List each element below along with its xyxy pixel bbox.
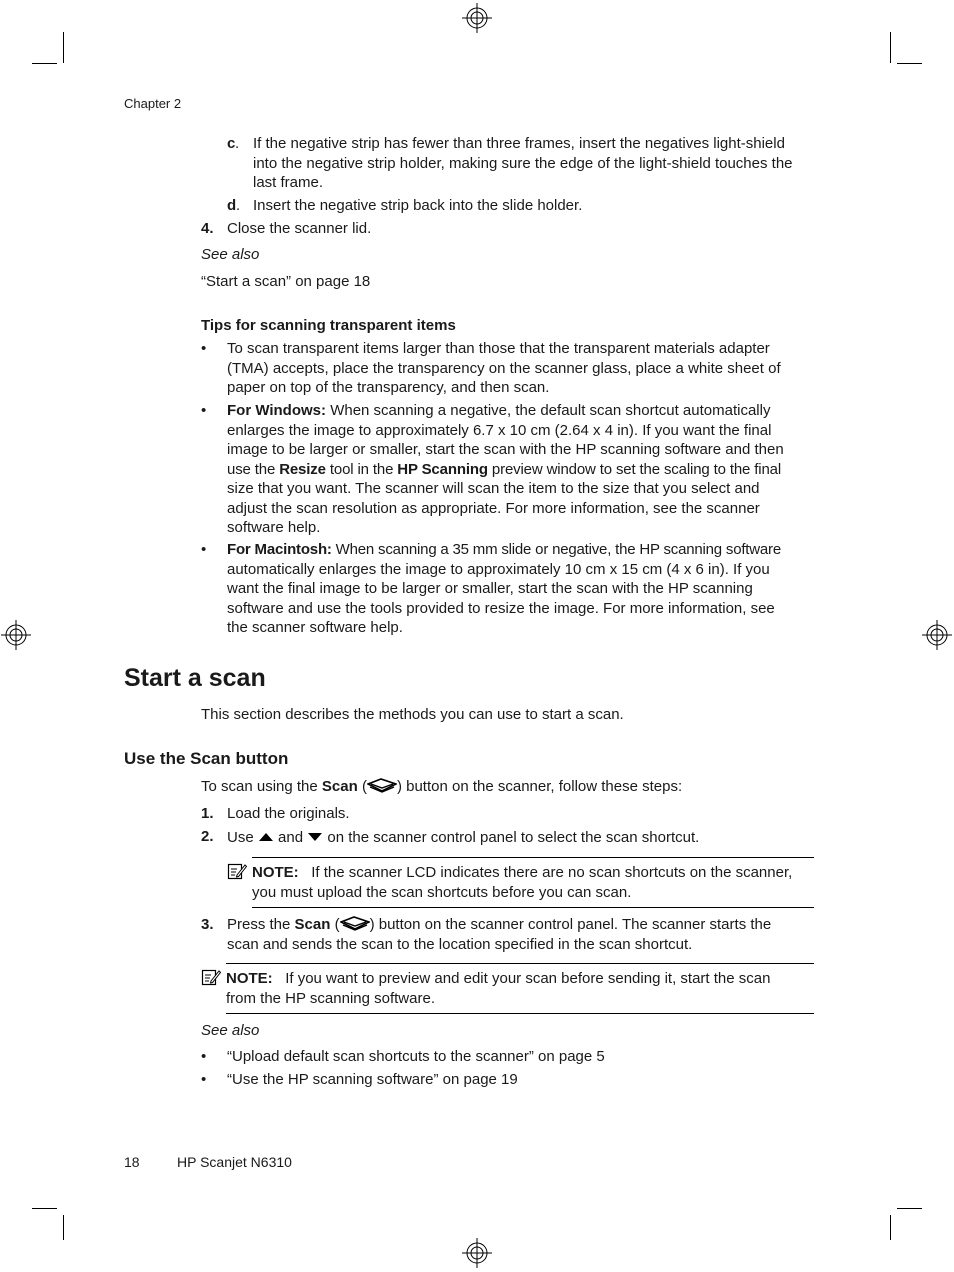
- text-span: tool in the: [329, 460, 394, 478]
- crop-mark: [897, 1208, 922, 1209]
- bullet: •: [201, 1048, 207, 1065]
- crop-mark: [897, 63, 922, 64]
- text-line: the scanner software help.: [227, 619, 403, 636]
- text-span: and: [278, 829, 304, 846]
- text-span: To scan using the: [201, 778, 318, 795]
- note-rule-top: [226, 963, 814, 964]
- bullet: •: [201, 402, 207, 419]
- period: .: [235, 135, 240, 152]
- for-windows-label: For Windows:: [227, 402, 327, 419]
- crop-mark: [32, 1208, 57, 1209]
- text-line: adjust the scan resolution as appropriate. For more information, see the scanner: [227, 499, 760, 517]
- step-letter-d: d: [227, 197, 237, 214]
- tip-bullet-3: [227, 540, 822, 639]
- step-4-text: Close the scanner lid.: [227, 220, 372, 237]
- text-line: [226, 969, 770, 989]
- note-rule-bottom: [252, 907, 814, 908]
- bullet: •: [201, 1071, 207, 1088]
- subsection-intro: [201, 778, 682, 795]
- chapter-header: Chapter 2: [124, 96, 182, 111]
- text-line: want the final image to be larger or smaller, start the scan with the HP scanning: [227, 580, 753, 597]
- text-line: last frame.: [253, 174, 324, 191]
- down-arrow-icon: [307, 832, 323, 842]
- text-line: To scan transparent items larger than those that the transparent materials adapter: [227, 340, 770, 357]
- resize-term: Resize: [279, 460, 326, 478]
- text-line: size that you want. The scanner will scan the item to the size that you select and: [227, 480, 760, 497]
- text-line: [227, 915, 771, 935]
- text-span: preview window to set the scaling to the final: [491, 460, 782, 478]
- see-also-link[interactable]: “Upload default scan shortcuts to the scanner” on page 5: [227, 1048, 605, 1065]
- product-name: HP Scanjet N6310: [177, 1154, 292, 1170]
- text-line: automatically enlarges the image to approximately 10 cm x 15 cm (4 x 6 in). If you: [227, 560, 770, 578]
- scan-button-icon: [367, 778, 397, 793]
- text-line: software help.: [227, 519, 321, 536]
- registration-mark-icon: [922, 620, 952, 650]
- text-span: ) button on the scanner control panel. The scanner starts the: [369, 916, 772, 933]
- text-line: into the negative strip holder, making sure the edge of the light-shield touches the: [253, 154, 793, 172]
- crop-mark: [32, 63, 57, 64]
- text-span: Use: [227, 829, 254, 846]
- see-also-link[interactable]: “Start a scan” on page 18: [201, 273, 371, 290]
- registration-mark-icon: [1, 620, 31, 650]
- crop-mark: [890, 32, 891, 63]
- scan-button-icon: [340, 916, 370, 931]
- text-span: When scanning a 35 mm slide or negative, the HP scanning software: [335, 541, 781, 558]
- text-line: you must upload the scan shortcuts before you can scan.: [252, 883, 632, 901]
- text-span: (: [334, 916, 340, 933]
- step-c-text: [253, 134, 823, 194]
- bullet: •: [201, 541, 207, 558]
- step-number: 2.: [201, 828, 214, 845]
- text-span: on the scanner control panel to select the scan shortcut.: [327, 829, 700, 846]
- tip-bullet-2: [227, 401, 822, 538]
- text-line: from the HP scanning software.: [226, 989, 435, 1007]
- registration-mark-icon: [462, 1238, 492, 1268]
- step-2-text: [227, 829, 699, 846]
- text-span: If you want to preview and edit your scan before sending it, start the scan: [285, 970, 771, 987]
- tips-heading: Tips for scanning transparent items: [201, 317, 456, 334]
- text-line: image to be larger or smaller, start the scan with the HP scanning software and then: [227, 441, 784, 458]
- note-icon: [227, 862, 247, 880]
- text-line: [227, 401, 770, 421]
- text-span: use the: [227, 460, 276, 478]
- crop-mark: [63, 1215, 64, 1240]
- step-number: 4.: [201, 220, 214, 237]
- section-intro: This section describes the methods you can use to start a scan.: [201, 706, 624, 723]
- bullet: •: [201, 340, 207, 357]
- text-line: [227, 460, 781, 480]
- up-arrow-icon: [258, 832, 274, 842]
- text-line: [252, 863, 792, 883]
- note-rule-top: [252, 857, 814, 858]
- note-label: NOTE:: [226, 970, 273, 987]
- text-line: (TMA) accepts, place the transparency on the scanner glass, place a white sheet of: [227, 359, 781, 377]
- text-span: (: [361, 778, 367, 795]
- scan-term: Scan: [294, 916, 331, 933]
- see-also-label: See also: [201, 1022, 260, 1039]
- hp-scanning-term: HP Scanning: [397, 460, 488, 478]
- note-rule-bottom: [226, 1013, 814, 1014]
- note-icon: [201, 968, 221, 986]
- registration-mark-icon: [462, 3, 492, 33]
- text-span: ) button on the scanner, follow these steps:: [396, 778, 683, 795]
- crop-mark: [63, 32, 64, 63]
- for-macintosh-label: For Macintosh:: [227, 541, 332, 558]
- step-number: 1.: [201, 805, 214, 822]
- see-also-link[interactable]: “Use the HP scanning software” on page 19: [227, 1071, 518, 1088]
- text-line: enlarges the image to approximately 6.7 x 10 cm (2.64 x 4 in). If you want the final: [227, 421, 772, 439]
- crop-mark: [890, 1215, 891, 1240]
- subsection-title: Use the Scan button: [124, 749, 289, 768]
- text-span: Press the: [227, 916, 291, 933]
- see-also-label: See also: [201, 246, 260, 263]
- section-title: Start a scan: [124, 664, 266, 692]
- text-span: When scanning a negative, the default scan shortcut automatically: [330, 402, 771, 419]
- tip-bullet-1: [227, 339, 822, 399]
- step-d-text: Insert the negative strip back into the slide holder.: [253, 197, 583, 214]
- step-3-text: [227, 915, 822, 955]
- text-line: If the negative strip has fewer than three frames, insert the negatives light-shield: [253, 135, 785, 152]
- note-label: NOTE:: [252, 864, 299, 881]
- page-number: 18: [124, 1154, 140, 1170]
- note-1: [252, 863, 822, 903]
- text-line: paper on top of the transparency, and then scan.: [227, 379, 550, 396]
- text-line: scan and sends the scan to the location specified in the scan shortcut.: [227, 935, 693, 953]
- period: .: [236, 197, 241, 214]
- text-line: [227, 540, 781, 560]
- note-2: [226, 969, 821, 1009]
- text-span: If the scanner LCD indicates there are no scan shortcuts on the scanner,: [311, 864, 793, 881]
- scan-term: Scan: [321, 778, 358, 795]
- text-line: software and use the tools provided to resize the image. For more information, see: [227, 599, 775, 617]
- step-1-text: Load the originals.: [227, 805, 350, 822]
- step-number: 3.: [201, 916, 214, 933]
- step-letter-c: c: [227, 135, 236, 152]
